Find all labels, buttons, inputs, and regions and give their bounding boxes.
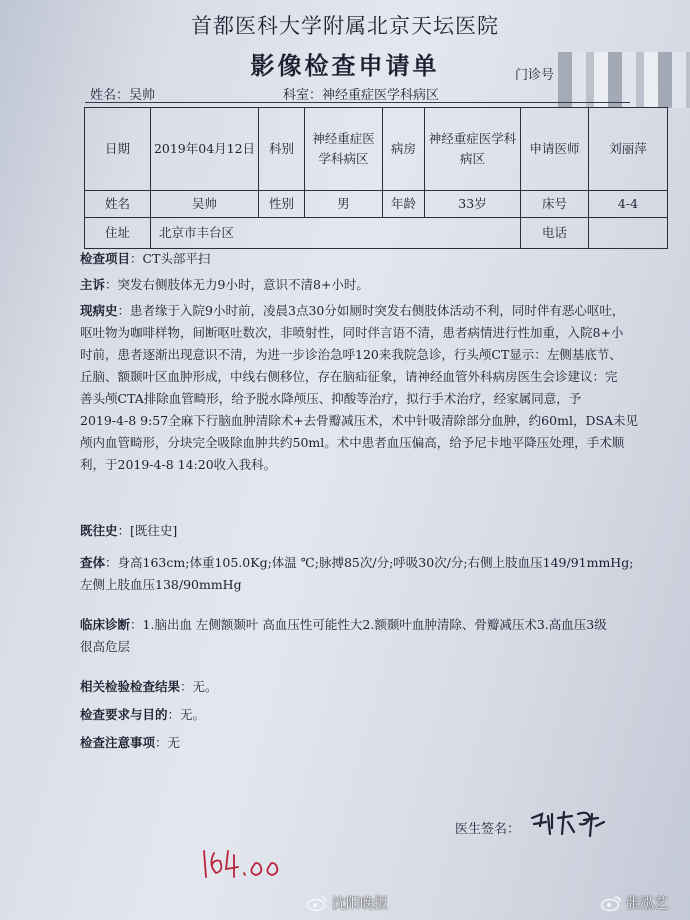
past-history-label: 既往史 <box>80 523 118 538</box>
table-row <box>85 191 668 218</box>
address-value: 北京市丰台区 <box>151 218 521 249</box>
doctor-label: 申请医师 <box>521 108 589 191</box>
present-history-label: 现病史 <box>80 303 118 318</box>
history-line: 颅内血管畸形，分块完全吸除血肿共约50ml。术中患者血压偏高，给予尼卡地平降压处理，手术顺 <box>80 435 625 450</box>
diagnosis-line: 1.脑出血 左侧额颞叶 高血压性可能性大2.额颞叶血肿清除、骨瓣减压术3.高血压3级 <box>142 617 607 632</box>
dept-value: 神经重症医学科病区 <box>322 88 440 103</box>
table-row <box>85 218 668 249</box>
patient-info-table <box>84 107 668 249</box>
date-label: 日期 <box>85 108 151 191</box>
name-value: 吴帅 <box>129 88 156 103</box>
ward-value: 神经重症医学科病区 <box>425 108 521 191</box>
related-results-value: 无。 <box>192 679 218 694</box>
list-item: 现病史：患者缘于入院9小时前，凌晨3点30分如厕时突发右侧肢体活动不利，同时伴有恶心呕吐， <box>80 303 625 318</box>
exam-notes-label: 检查注意事项 <box>80 735 156 750</box>
form-title: 影像检查申请单 <box>250 51 440 80</box>
table-row <box>85 108 668 191</box>
exam-purpose-value: 无。 <box>180 707 206 722</box>
weibo-logo-icon <box>600 894 622 912</box>
address-label: 住址 <box>85 218 151 249</box>
signature-label-text: 医生签名 <box>455 822 508 837</box>
doctor-signature-label: 医生签名： <box>455 822 521 837</box>
history-line: 呕吐物为咖啡样物，间断呕吐数次，非喷射性，同时伴言语不清，患者病情进行性加重，入院8+小 <box>80 325 624 340</box>
name-label-cell: 姓名 <box>85 191 151 218</box>
ward-label: 病房 <box>383 108 425 191</box>
doctor-signature <box>528 808 606 840</box>
chief-complaint-row: 主诉：突发右侧肢体无力9小时，意识不清8+小时。 <box>80 277 369 292</box>
name-value-cell: 吴帅 <box>151 191 259 218</box>
phone-value <box>589 218 668 249</box>
present-history-block <box>80 300 670 476</box>
sex-value: 男 <box>305 191 383 218</box>
history-line: 2019-4-8 9:57全麻下行脑血肿清除术+去骨瓣减压术，术中针吸清除部分血肿，约60ml，DSA未见 <box>80 413 639 428</box>
weibo-logo-icon <box>306 894 328 912</box>
redacted-clinic-number <box>558 52 690 108</box>
history-line: 时前，患者逐渐出现意识不清，为进一步诊治急呼120来我院急诊，行头颅CT显示：左侧基底节、 <box>80 347 622 362</box>
sex-label: 性别 <box>259 191 305 218</box>
watermark-text: 张泓艺 <box>626 896 668 912</box>
handwritten-note <box>198 843 298 883</box>
watermark-author <box>600 892 668 914</box>
past-history-value: [既往史] <box>130 523 178 538</box>
phone-label: 电话 <box>521 218 589 249</box>
header-divider <box>85 102 630 103</box>
history-line: 利，于2019-4-8 14:20收入我科。 <box>80 457 277 472</box>
exam-notes-row: 检查注意事项：无 <box>80 735 181 750</box>
dept-type-label: 科别 <box>259 108 305 191</box>
exam-item-label: 检查项目 <box>80 251 131 266</box>
exam-notes-value: 无 <box>167 735 181 750</box>
patient-name-header: 姓名：吴帅 <box>90 88 156 103</box>
history-line: 患者缘于入院9小时前，凌晨3点30分如厕时突发右侧肢体活动不利，同时伴有恶心呕吐， <box>130 303 625 318</box>
physical-line: 身高163cm;体重105.0Kg;体温 ℃;脉搏85次/分;呼吸30次/分;右侧上肢血压149/91mmHg; <box>117 555 634 570</box>
related-results-label: 相关检验检查结果 <box>80 679 181 694</box>
watermark-newspaper <box>306 892 388 914</box>
history-line: 丘脑、额颞叶区血肿形成，中线右侧移位，存在脑疝征象，请神经血管外科病房医生会诊建议：完 <box>80 369 618 384</box>
exam-purpose-row: 检查要求与目的：无。 <box>80 707 206 722</box>
physical-line: 左侧上肢血压138/90mmHg <box>80 577 242 592</box>
clinic-number-label: 门诊号 <box>515 68 555 83</box>
age-value: 33岁 <box>425 191 521 218</box>
date-value: 2019年04月12日 <box>151 108 259 191</box>
past-history-row: 既往史：[既往史] <box>80 523 178 538</box>
diagnosis-label: 临床诊断 <box>80 617 131 632</box>
diagnosis-line: 很高危层 <box>80 639 131 654</box>
exam-item-value: CT头部平扫 <box>142 251 211 266</box>
bed-value: 4-4 <box>589 191 668 218</box>
bed-label: 床号 <box>521 191 589 218</box>
exam-purpose-label: 检查要求与目的 <box>80 707 168 722</box>
hospital-name: 首都医科大学附属北京天坛医院 <box>191 14 499 38</box>
related-results-row: 相关检验检查结果：无。 <box>80 679 218 694</box>
chief-complaint-label: 主诉 <box>80 277 106 292</box>
watermark-text: 沈阳晚报 <box>332 896 388 912</box>
doctor-value: 刘丽萍 <box>589 108 668 191</box>
dept-label: 科室 <box>283 88 310 103</box>
list-item: 查体：身高163cm;体重105.0Kg;体温 ℃;脉搏85次/分;呼吸30次/分;右侧上肢血压149/91mmHg; <box>80 555 634 570</box>
dept-type-value: 神经重症医学科病区 <box>305 108 383 191</box>
age-label: 年龄 <box>383 191 425 218</box>
name-label: 姓名 <box>90 88 117 103</box>
list-item: 临床诊断：1.脑出血 左侧额颞叶 高血压性可能性大2.额颞叶血肿清除、骨瓣减压术3.高血压3级 <box>80 617 607 632</box>
clinical-diagnosis-block <box>80 614 670 658</box>
history-line: 善头颅CTA排除血管畸形，给予脱水降颅压、抑酸等治疗，拟行手术治疗，经家属同意，予 <box>80 391 582 406</box>
department-header: 科室：神经重症医学科病区 <box>283 88 440 103</box>
exam-item-row: 检查项目：CT头部平扫 <box>80 251 211 266</box>
physical-exam-block <box>80 552 670 596</box>
physical-exam-label: 查体 <box>80 555 106 570</box>
chief-complaint-value: 突发右侧肢体无力9小时，意识不清8+小时。 <box>117 277 369 292</box>
